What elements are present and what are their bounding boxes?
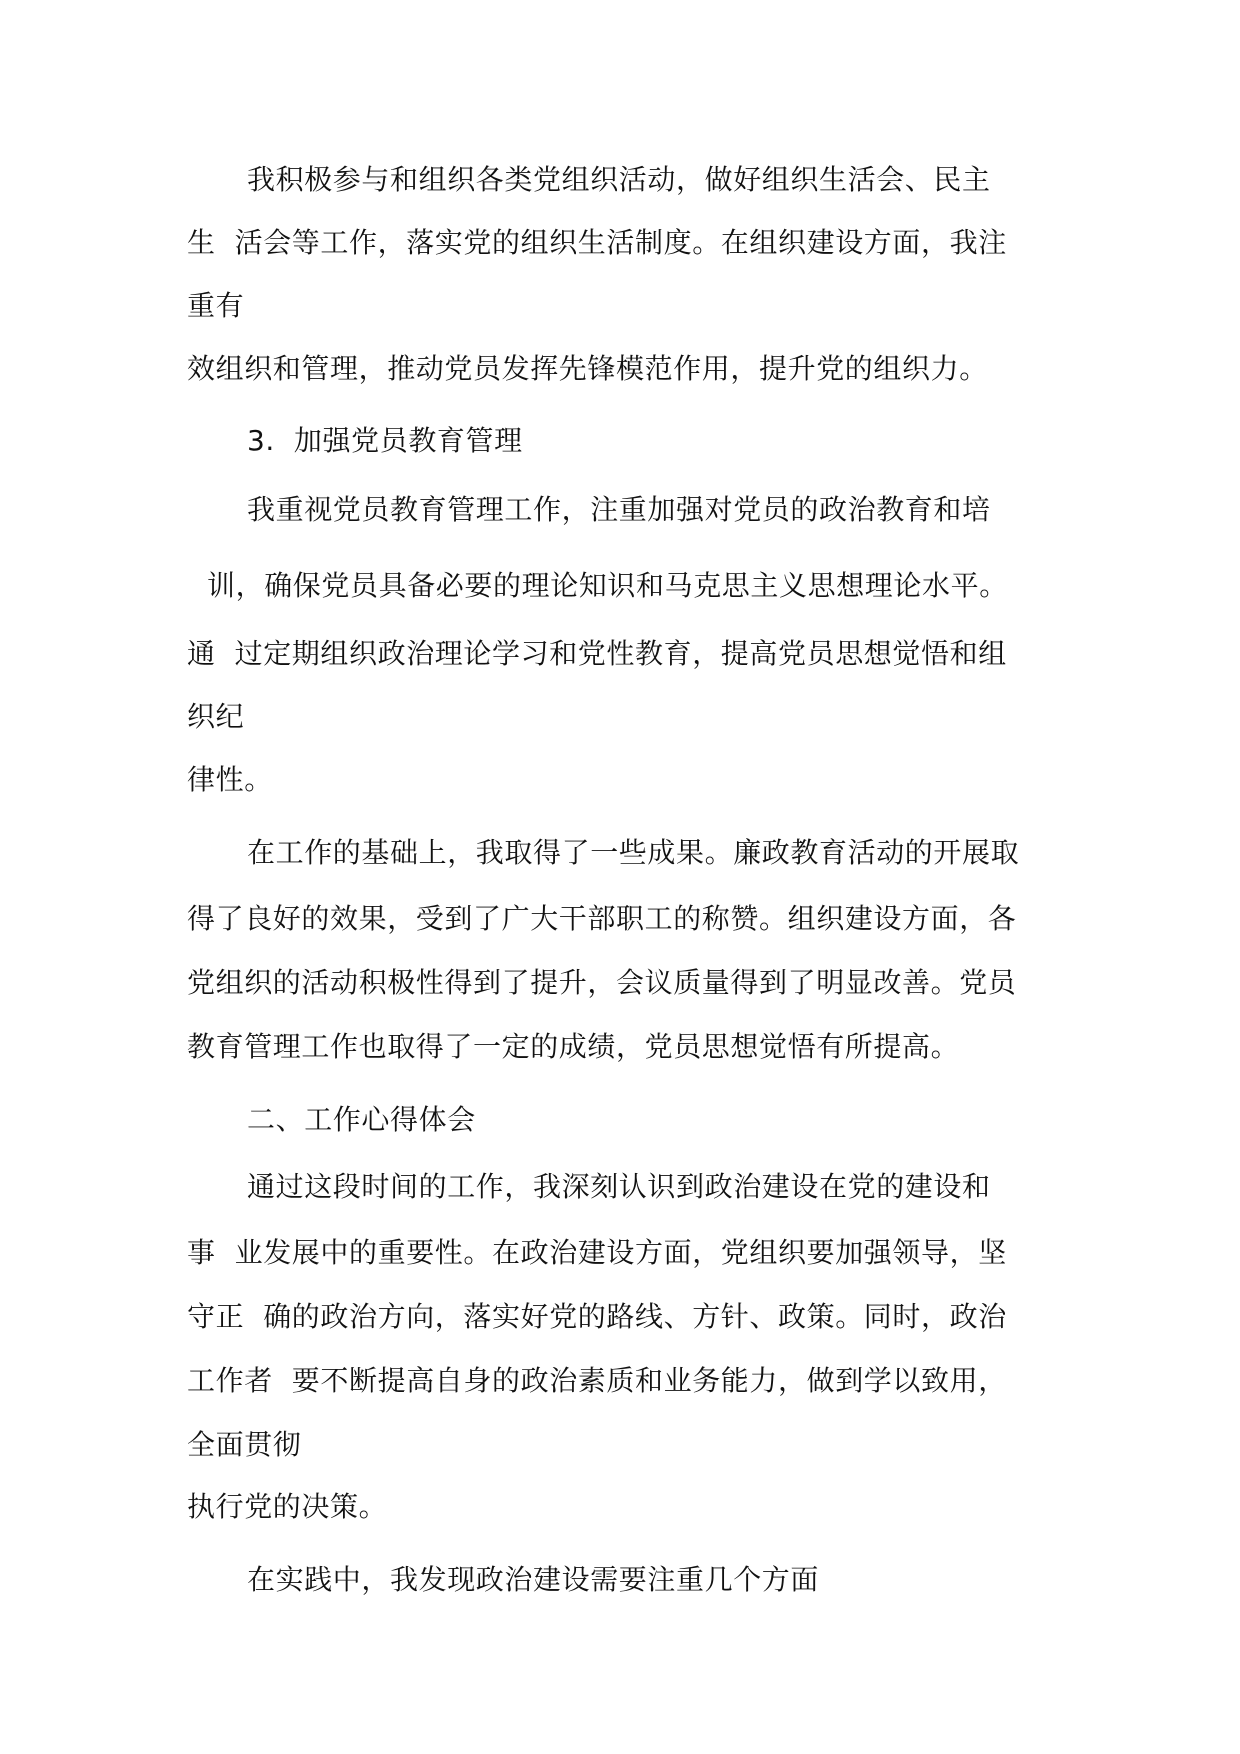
paragraph-line: 重有 [187, 289, 245, 322]
paragraph-line: 党组织的活动积极性得到了提升，会议质量得到了明显改善。党员 [187, 966, 1017, 999]
paragraph-line: 工作者 要不断提高自身的政治素质和业务能力，做到学以致用， [187, 1364, 1007, 1397]
paragraph-line: 执行党的决策。 [187, 1490, 388, 1523]
paragraph-line: 训，确保党员具备必要的理论知识和马克思主义思想理论水平。 [207, 569, 1008, 602]
paragraph-line: 效组织和管理，推动党员发挥先锋模范作用，提升党的组织力。 [187, 352, 988, 385]
paragraph-line: 守正 确的政治方向，落实好党的路线、方针、政策。同时，政治 [187, 1300, 1007, 1333]
paragraph-line: 在实践中，我发现政治建设需要注重几个方面 [247, 1563, 820, 1596]
paragraph-line: 事 业发展中的重要性。在政治建设方面，党组织要加强领导，坚 [187, 1236, 1007, 1269]
paragraph-line: 我重视党员教育管理工作，注重加强对党员的政治教育和培 [247, 493, 991, 526]
paragraph-line: 生 活会等工作，落实党的组织生活制度。在组织建设方面，我注 [187, 226, 1007, 259]
paragraph-line: 全面贯彻 [187, 1428, 302, 1461]
paragraph-line: 律性。 [187, 763, 273, 796]
paragraph-line: 在工作的基础上，我取得了一些成果。廉政教育活动的开展取 [247, 836, 1020, 869]
paragraph-line: 教育管理工作也取得了一定的成绩，党员思想觉悟有所提高。 [187, 1030, 960, 1063]
section-heading: 二、工作心得体会 [247, 1103, 476, 1136]
paragraph-line: 通过这段时间的工作，我深刻认识到政治建设在党的建设和 [247, 1170, 991, 1203]
paragraph-line: 得了良好的效果，受到了广大干部职工的称赞。组织建设方面，各 [187, 902, 1017, 935]
paragraph-line: 织纪 [187, 700, 245, 733]
section-heading: 3. 加强党员教育管理 [247, 424, 523, 457]
paragraph-line: 通 过定期组织政治理论学习和党性教育，提高党员思想觉悟和组 [187, 637, 1007, 670]
paragraph-line: 我积极参与和组织各类党组织活动，做好组织生活会、民主 [247, 163, 991, 196]
